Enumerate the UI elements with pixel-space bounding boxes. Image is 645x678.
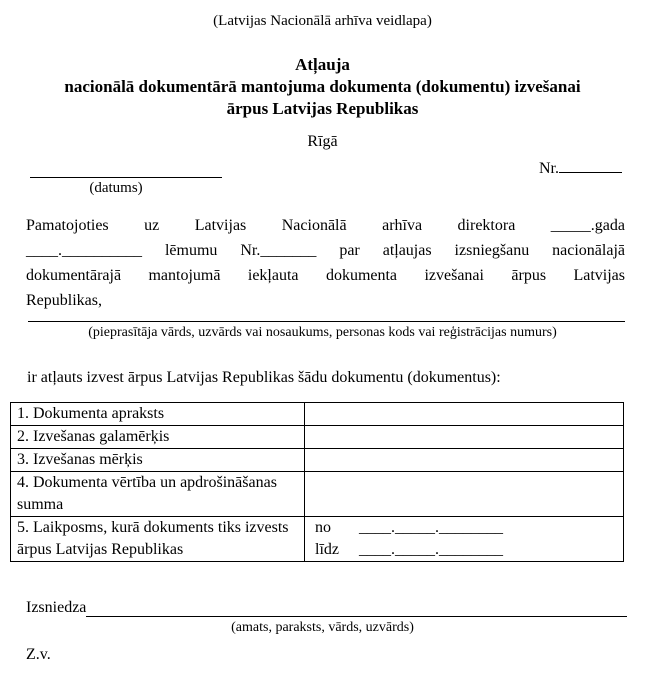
number-label: Nr. <box>539 160 559 177</box>
table-row <box>11 517 624 562</box>
table-row <box>11 449 624 472</box>
date-blank-line[interactable] <box>30 177 222 178</box>
table-row-label: 3. Izvešanas mērķis <box>11 449 305 472</box>
table-row-label: 1. Dokumenta apraksts <box>11 403 305 426</box>
date-number-row <box>0 151 645 197</box>
period-to-row <box>315 539 621 561</box>
table-row-label: 2. Izvešanas galamērķis <box>11 426 305 449</box>
form-title-line3: ārpus Latvijas Republikas <box>226 99 419 118</box>
basis-paragraph <box>26 213 625 313</box>
table-row <box>11 403 624 426</box>
table-value-cell[interactable] <box>305 403 624 426</box>
period-to-blank[interactable]: ____._____.________ <box>359 541 503 558</box>
table-value-cell[interactable] <box>305 449 624 472</box>
period-from-label: no <box>315 519 331 536</box>
table-value-cell[interactable] <box>305 472 624 517</box>
document-table <box>10 402 624 562</box>
basis-paragraph-line3: dokumentārajā mantojumā iekļauta dokumenta izvešanai ārpus Latvijas <box>26 267 625 284</box>
period-cell <box>305 517 624 562</box>
letterhead-note: (Latvijas Nacionālā arhīva veidlapa) <box>213 13 432 29</box>
table-value-cell[interactable] <box>305 426 624 449</box>
form-title <box>0 54 645 120</box>
number-group <box>539 158 622 178</box>
form-title-line2: nacionālā dokumentārā mantojuma dokumenta (dokumentu) izvešanai <box>64 77 581 96</box>
form-title-line1: Atļauja <box>295 55 350 74</box>
table-row-label: 4. Dokumenta vērtība un apdrošināšanas summa <box>11 472 305 517</box>
seal-label: Z.v. <box>26 646 51 663</box>
city-label: Rīgā <box>307 133 338 150</box>
basis-paragraph-line1: Pamatojoties uz Latvijas Nacionālā arhīva direktora _____.gada <box>26 217 625 234</box>
issued-blank-line[interactable] <box>86 598 627 617</box>
requester-caption: (pieprasītāja vārds, uzvārds vai nosaukums, personas kods vai reģistrācijas numurs) <box>88 325 557 340</box>
basis-paragraph-line2: ____.__________ lēmumu Nr._______ par atļaujas izsniegšanu nacionālajā <box>26 242 625 259</box>
issued-row <box>26 598 627 617</box>
table-row <box>11 426 624 449</box>
permission-statement: ir atļauts izvest ārpus Latvijas Republikas šādu dokumentu (dokumentus): <box>27 369 501 386</box>
period-from-row <box>315 517 621 539</box>
date-caption: (datums) <box>89 180 143 196</box>
period-from-blank[interactable]: ____._____.________ <box>359 519 503 536</box>
number-blank-line[interactable] <box>559 158 622 173</box>
issued-label: Izsniedza <box>26 599 87 616</box>
period-to-label: līdz <box>315 541 339 558</box>
basis-paragraph-line4: Republikas, <box>26 292 102 309</box>
issued-caption: (amats, paraksts, vārds, uzvārds) <box>231 620 414 635</box>
requester-blank-line[interactable] <box>28 321 625 322</box>
table-row <box>11 472 624 517</box>
table-row-label: 5. Laikposms, kurā dokuments tiks izvests ārpus Latvijas Republikas <box>11 517 305 562</box>
